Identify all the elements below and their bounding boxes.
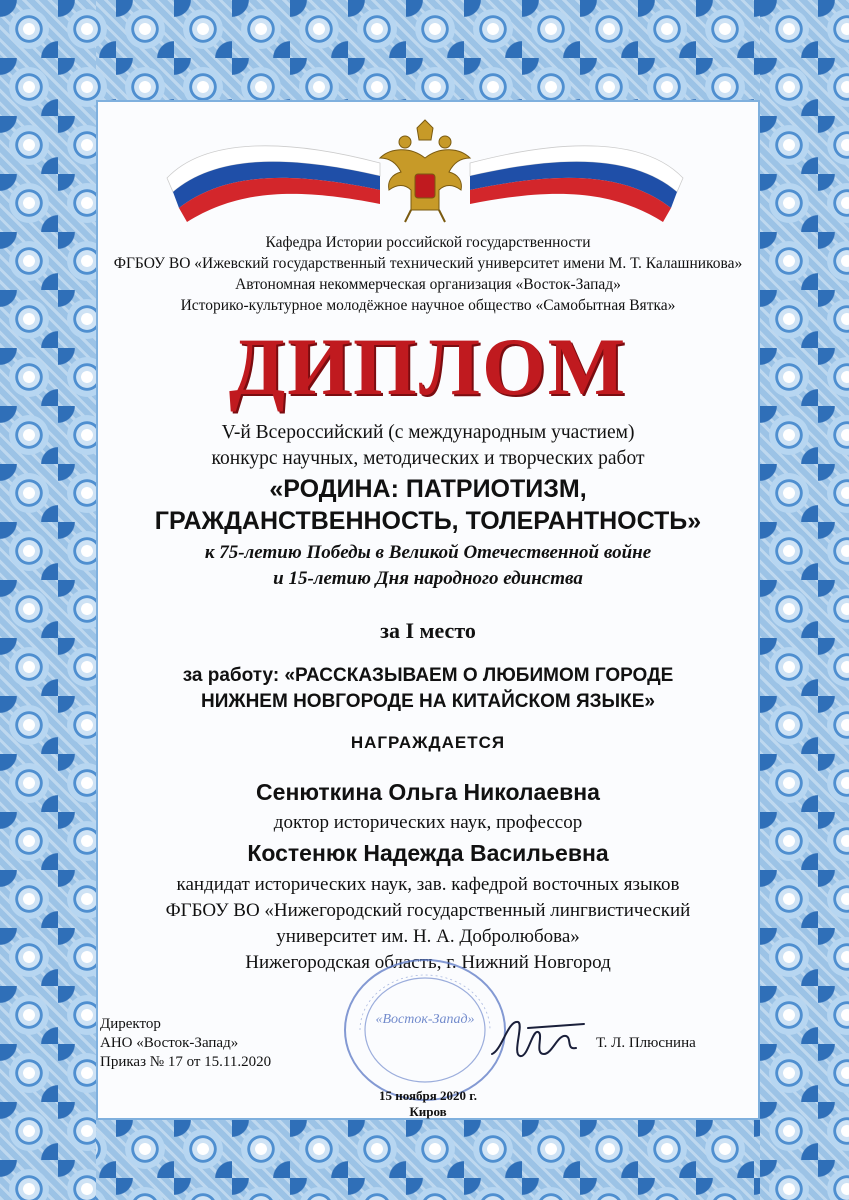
contest-line-1: V-й Всероссийский (с международным участием) [221, 422, 635, 443]
stamp-text: «Восток-Запад» [375, 1012, 475, 1027]
work-title-line-1: за работу: «РАССКАЗЫВАЕМ О ЛЮБИМОМ ГОРОДЕ [182, 665, 674, 686]
awarded-label: НАГРАЖДАЕТСЯ [350, 733, 506, 752]
signer-name: Т. Л. Плюснина [596, 1035, 696, 1051]
org-line-2: ФГБОУ ВО «Ижевский государственный технический университет имени М. Т. Калашникова» [113, 255, 743, 272]
director-block [100, 1015, 271, 1072]
recipient-region: Нижегородская область, г. Нижний Новгород [245, 952, 611, 973]
ornamental-border-bottom [0, 1120, 849, 1200]
recipient-org-line-1: ФГБОУ ВО «Нижегородский государственный лингвистический [165, 900, 691, 921]
place-award: за I место [380, 618, 476, 643]
org-line-3: Автономная некоммерческая организация «Восток-Запад» [235, 276, 621, 293]
ribbon-right [470, 146, 683, 222]
double-headed-eagle-icon [380, 120, 470, 222]
signature [488, 1010, 588, 1070]
org-line-4: Историко-культурное молодёжное научное общество «Самобытная Вятка» [180, 297, 676, 314]
ribbon-left [167, 146, 380, 222]
contest-name-line-2: ГРАЖДАНСТВЕННОСТЬ, ТОЛЕРАНТНОСТЬ» [154, 507, 702, 535]
diploma-title: ДИПЛОМ [228, 321, 628, 412]
recipient-name-2: Костенюк Надежда Васильевна [247, 840, 609, 866]
ornamental-border-right [760, 0, 849, 1200]
recipient-title-2: кандидат исторических наук, зав. кафедрой восточных языков [176, 874, 680, 895]
recipient-org-line-2: университет им. Н. А. Добролюбова» [276, 926, 580, 947]
dedication-line-1: к 75-летию Победы в Великой Отечественной войне [204, 542, 652, 563]
contest-line-2: конкурс научных, методических и творческих работ [211, 448, 645, 469]
issue-city: Киров [409, 1104, 447, 1119]
round-stamp [340, 955, 510, 1105]
org-line-1: Кафедра Истории российской государственности [265, 234, 591, 251]
issue-date: 15 ноября 2020 г. [379, 1088, 477, 1103]
recipient-name-1: Сенюткина Ольга Николаевна [256, 779, 600, 805]
dedication-line-2: и 15-летию Дня народного единства [273, 568, 583, 589]
director-title: Директор [100, 1016, 161, 1032]
ornamental-border-top [0, 0, 849, 100]
director-org: АНО «Восток-Запад» [100, 1035, 239, 1051]
recipient-title-1: доктор исторических наук, профессор [273, 812, 583, 833]
work-title-line-2: НИЖНЕМ НОВГОРОДЕ НА КИТАЙСКОМ ЯЗЫКЕ» [201, 691, 655, 712]
order-number: Приказ № 17 от 15.11.2020 [100, 1054, 272, 1070]
tricolor-ribbon-emblem [165, 118, 685, 228]
ornamental-border-left [0, 0, 96, 1200]
contest-name-line-1: «РОДИНА: ПАТРИОТИЗМ, [269, 475, 587, 503]
